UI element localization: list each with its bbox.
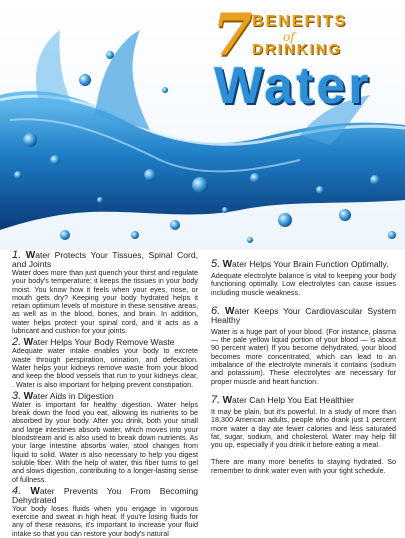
hero-water-splash	[0, 0, 405, 250]
section-title: ater Protects Your Tissues, Spinal Cord, and Joints	[12, 250, 199, 269]
section-heading	[211, 260, 396, 269]
section-7	[211, 393, 396, 450]
section-heading	[211, 393, 396, 406]
left-column	[12, 248, 198, 538]
section-4	[12, 484, 199, 538]
section-body: Your body loses fluids when you engage in vigorous exercise and sweat in high heat. If you're losing fluids for any of these reasons, it's important to increase your fluid intake so that you can restore your body's natural	[12, 503, 198, 538]
section-number: 4.	[12, 484, 22, 497]
title-benefits: BENEFITS	[252, 13, 348, 30]
section-heading	[211, 304, 397, 325]
section-number: 2.	[12, 336, 22, 349]
section-body: Water does more than just quench your thirst and regulate your body's temperature; it keeps the tissues in your body moist. You know how it feels when your eyes, nose, or mouth gets dry? Keeping your body hydrated helps it retain optimum levels of moisture in these sensitive areas, as well as in the blood, bones, and brain. In addition, water helps protect your spinal cord, and it acts as a lubricant and cushion for your joints.	[12, 268, 198, 336]
section-title: ater Keeps Your Cardiovascular System Healthy	[211, 305, 397, 325]
section-title: ater Prevents You From Becoming Dehydrated	[12, 485, 199, 505]
section-heading	[12, 251, 198, 269]
section-initial: W	[25, 250, 36, 261]
section-number: 6.	[211, 304, 221, 317]
section-title: ater Can Help You Eat Healthier	[232, 394, 354, 405]
title-of: of	[283, 30, 295, 44]
section-number: 7.	[211, 393, 221, 406]
section-initial: W	[222, 259, 233, 270]
section-body: Adequate electrolyte balance is vital to keeping your body functioning optimally. Low electrolytes can cause issues including muscle weakness.	[211, 271, 396, 297]
section-heading	[12, 484, 199, 505]
section-initial: W	[30, 485, 40, 497]
section-3	[12, 389, 198, 484]
section-number: 5.	[211, 258, 221, 270]
right-column	[211, 250, 396, 475]
section-initial: W	[225, 305, 235, 317]
section-body: It may be plain, but it's powerful. In a study of more than 18,300 American adults, people who drank just 1 percent more water a day ate fewer calories and less saturated fat, sugar, sodium, and cholesterol. Water may help fill you up, especially if you drink it before eating a meal.	[211, 406, 396, 450]
section-body: Water is a huge part of your blood. (For instance, plasma — the pale yellow liquid portion of your blood — is about 90 percent water) If you become dehydrated, your blood becomes more concentrated, which can lead to an imbalance of the electrolyte minerals it contains (sodium and potassium). These electrolytes are necessary for proper muscle and heart function.	[211, 326, 396, 386]
section-title: ater Aids in Digestion	[33, 390, 114, 401]
section-2	[12, 338, 198, 388]
section-number: 3.	[12, 389, 22, 402]
section-number: 1.	[12, 249, 22, 261]
section-1	[12, 251, 198, 335]
title-water: Water	[214, 57, 372, 115]
section-6	[211, 304, 397, 386]
water-splash-illustration	[0, 0, 405, 250]
section-title: ater Helps Your Body Remove Waste	[33, 337, 175, 348]
section-initial: W	[23, 337, 34, 349]
section-5	[211, 260, 396, 297]
section-body: Adequate water intake enables your body to excrete waste through perspiration, urination, and defecation. Water helps your kidneys remove waste from your blood and keep the blood vessels that run to your kidneys clear, . Water is also important for helping prevent constipation.	[12, 346, 198, 389]
title-number: 7	[212, 1, 253, 69]
section-body: Water is important for healthy digestion. Water helps break down the food you eat, allowing its nutrients to be absorbed by your body. After you drink, both your small and large intestines absorb water, which moves into your bloodstream and is also used to break down nutrients. As your large intestine absorbs water, stool changes from liquid to solid. Water is also necessary to help you digest soluble fiber. With the help of water, this fiber turns to gel and slows digestion, contributing to a longer-lasting sense of fullness.	[12, 399, 198, 484]
section-initial: W	[23, 390, 34, 402]
section-initial: W	[222, 394, 233, 406]
closing-paragraph: There are many more benefits to staying hydrated. So remember to drink water even with your tight schedule.	[211, 457, 396, 475]
title-drinking: DRINKING	[252, 41, 343, 58]
section-title: ater Helps Your Brain Function Optimally.	[232, 259, 389, 269]
